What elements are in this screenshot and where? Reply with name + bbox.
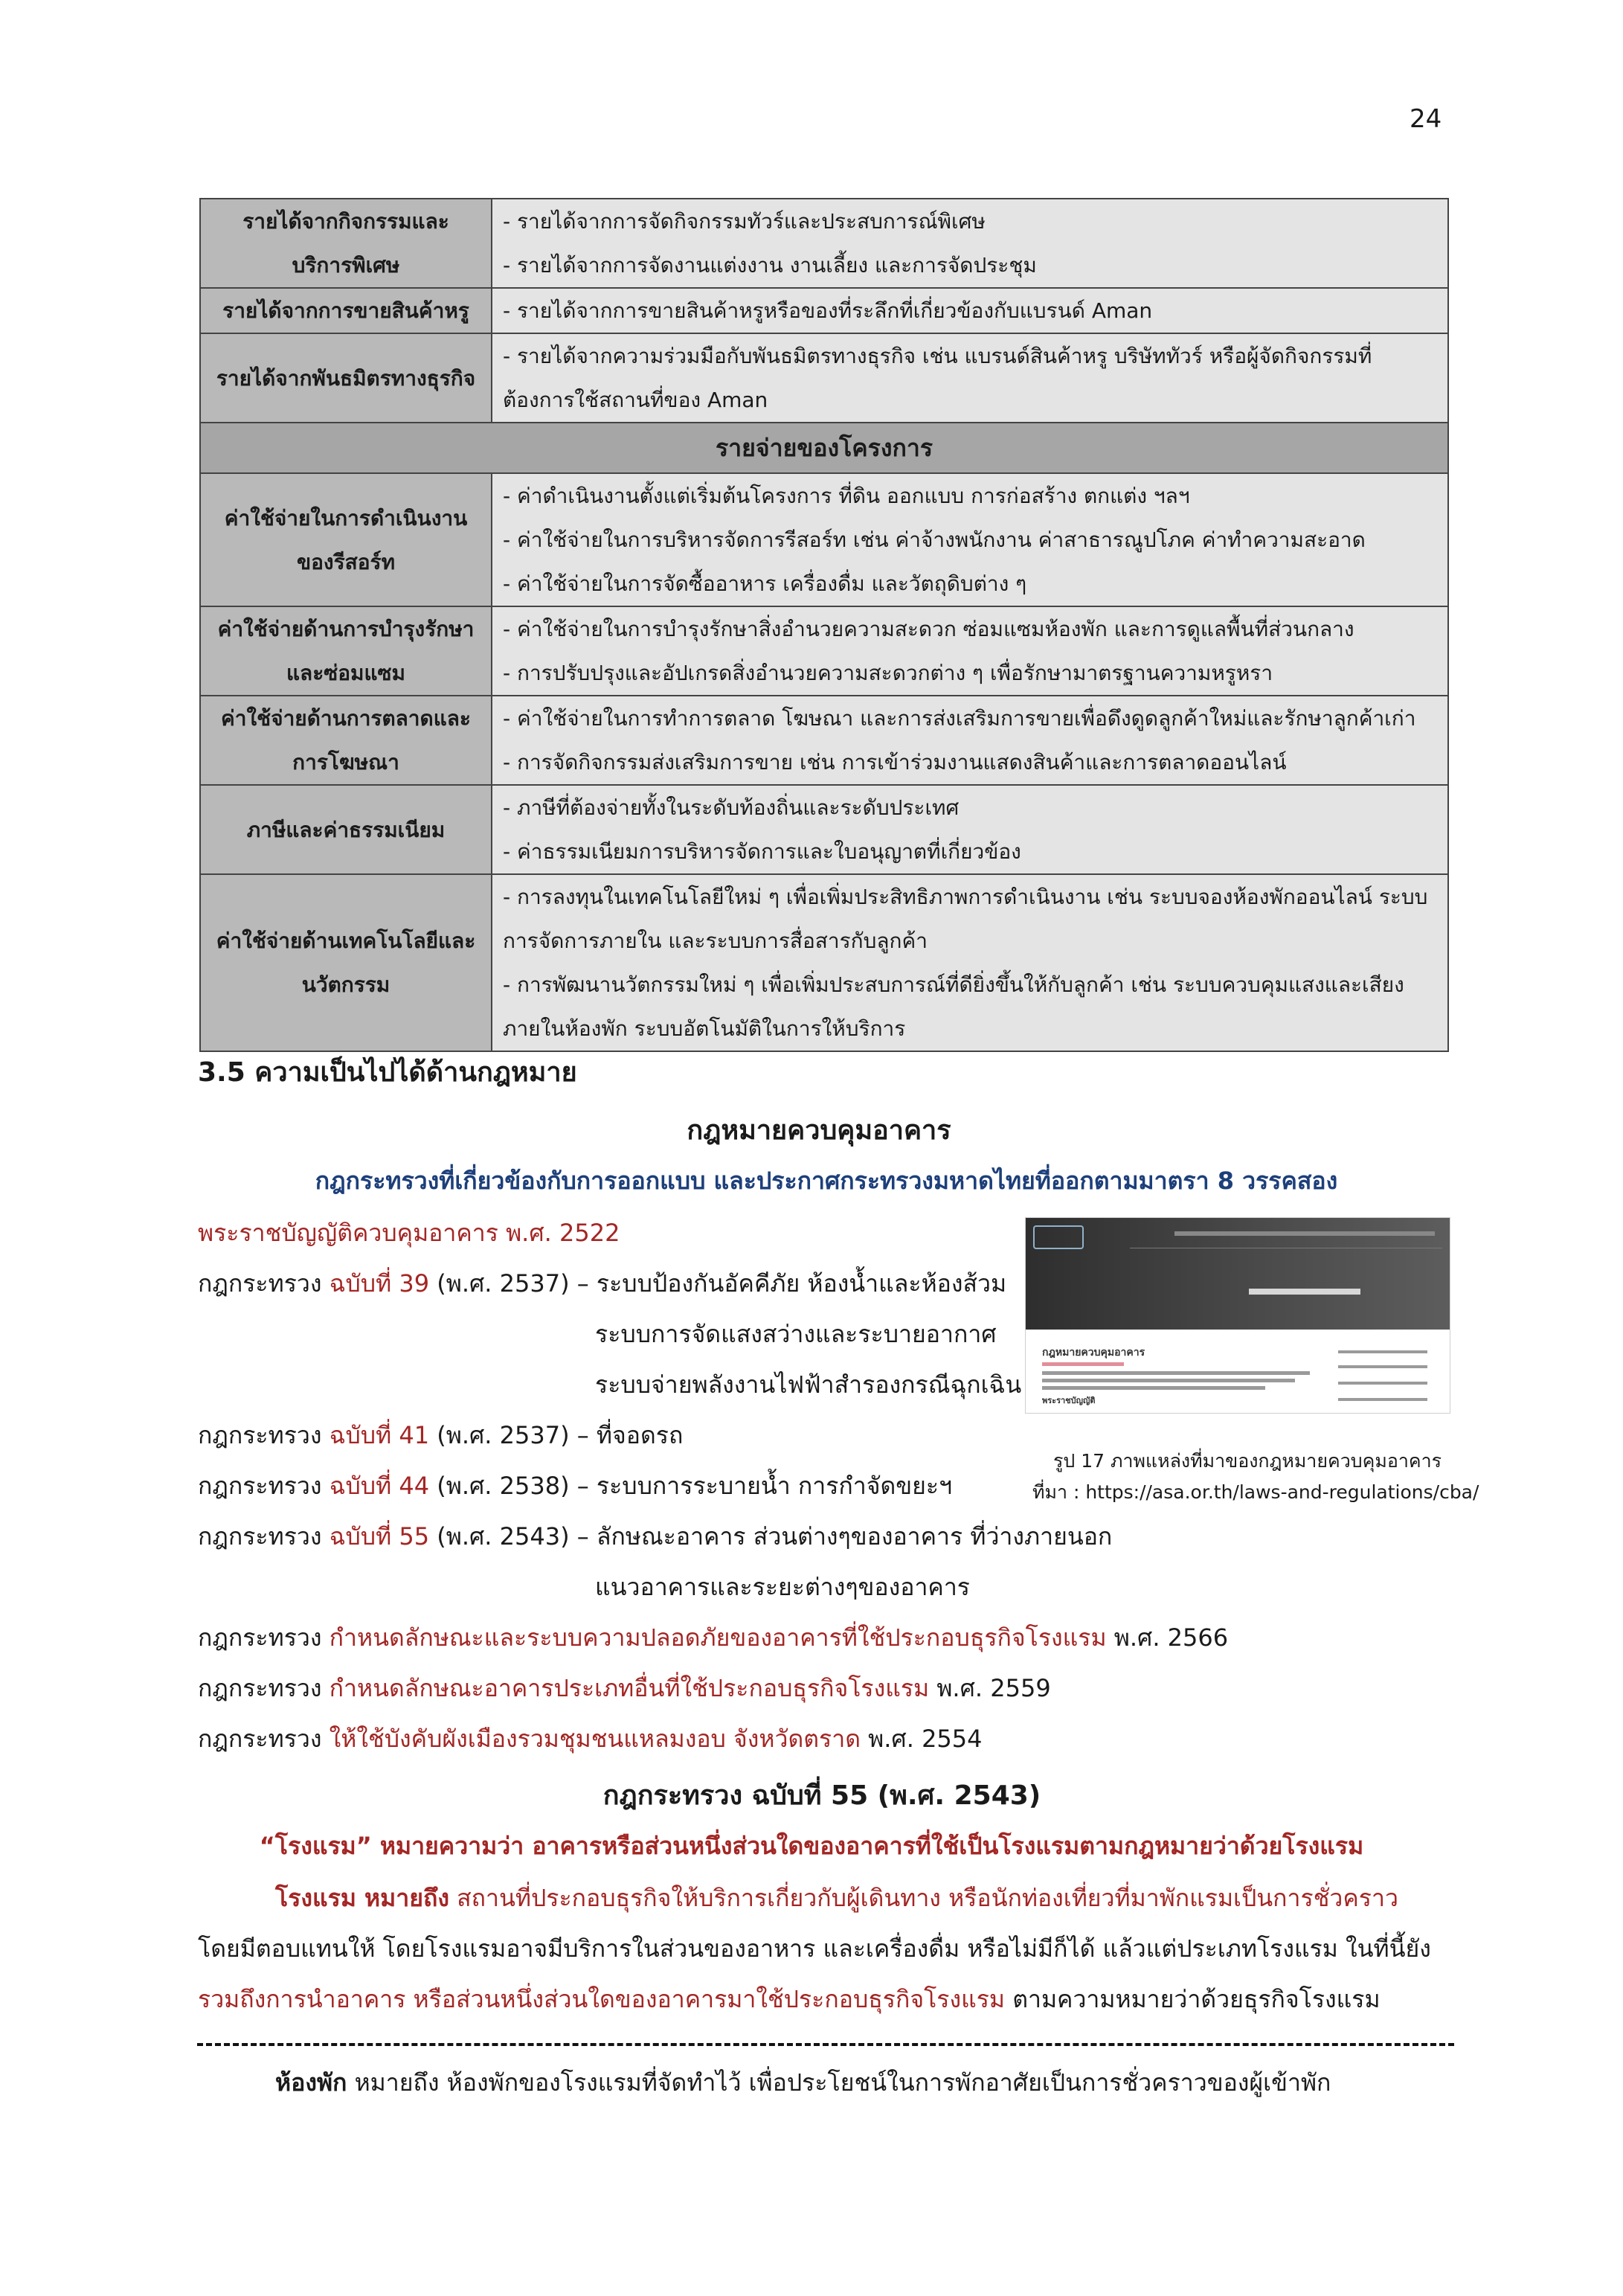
table-category-cell: ค่าใช้จ่ายด้านการตลาดและ การโฆษณา — [200, 696, 492, 785]
table-row — [200, 333, 1448, 423]
table-row — [200, 606, 1448, 696]
regulation-41: กฎกระทรวง ฉบับที่ 41 (พ.ศ. 2537) – ที่จอดรถ — [198, 1421, 684, 1449]
room-definition: ห้องพัก หมายถึง ห้องพักของโรงแรมที่จัดทำไว้ เพื่อประโยชน์ในการพักอาศัยเป็นการชั่วคราวของผู้เข้าพัก — [275, 2068, 1331, 2097]
regulation-39-cont-1: ระบบการจัดแสงสว่างและระบายอากาศ — [595, 1320, 997, 1348]
law-subtitle: กฎกระทรวงที่เกี่ยวข้องกับการออกแบบ และประกาศกระทรวงมหาดไทยที่ออกตามมาตรา 8 วรรคสอง — [315, 1167, 1338, 1195]
regulation-55: กฎกระทรวง ฉบับที่ 55 (พ.ศ. 2543) – ลักษณะอาคาร ส่วนต่างๆของอาคาร ที่ว่างภายนอก — [198, 1522, 1113, 1551]
regulation-hotel-other: กฎกระทรวง กำหนดลักษณะอาคารประเภทอื่นที่ใช้ประกอบธุรกิจโรงแรม พ.ศ. 2559 — [198, 1674, 1051, 1702]
section-heading: 3.5 ความเป็นไปได้ด้านกฎหมาย — [198, 1057, 577, 1088]
table-category-cell: ค่าใช้จ่ายด้านการบำรุงรักษา และซ่อมแซม — [200, 606, 492, 696]
table-row — [200, 696, 1448, 785]
regulation-hotel-safety: กฎกระทรวง กำหนดลักษณะและระบบความปลอดภัยของอาคารที่ใช้ประกอบธุรกิจโรงแรม พ.ศ. 2566 — [198, 1623, 1229, 1652]
regulation-55-cont: แนวอาคารและระยะต่างๆของอาคาร — [595, 1573, 970, 1601]
table-detail-cell: - ค่าใช้จ่ายในการบำรุงรักษาสิ่งอำนวยความสะดวก ซ่อมแซมห้องพัก และการดูแลพื้นที่ส่วนกลาง - การปรับปรุงและอัปเกรดสิ่งอำนวยความสะดวกต่าง ๆ เพื่อรักษามาตรฐานความหรูหรา — [492, 606, 1448, 696]
table-category-cell: ค่าใช้จ่ายด้านเทคโนโลยีและ นวัตกรรม — [200, 874, 492, 1051]
table-detail-cell: - รายได้จากการจัดกิจกรรมทัวร์และประสบการณ์พิเศษ - รายได้จากการจัดงานแต่งงาน งานเลี้ยง และการจัดประชุม — [492, 199, 1448, 288]
regulation-44: กฎกระทรวง ฉบับที่ 44 (พ.ศ. 2538) – ระบบการระบายน้ำ การกำจัดขยะฯ — [198, 1472, 953, 1500]
table-row — [200, 199, 1448, 288]
hotel-paragraph-line-2: โดยมีตอบแทนให้ โดยโรงแรมอาจมีบริการในส่วนของอาหาร และเครื่องดื่ม หรือไม่มีก็ได้ แล้วแต่ประเภทโรงแรม ในที่นี้ยัง — [198, 1934, 1431, 1963]
table-category-cell: รายได้จากการขายสินค้าหรู — [200, 288, 492, 333]
hotel-paragraph-line-3: รวมถึงการนำอาคาร หรือส่วนหนึ่งส่วนใดของอาคารมาใช้ประกอบธุรกิจโรงแรม ตามความหมายว่าด้วยธุรกิจโรงแรม — [198, 1985, 1381, 2013]
table-detail-cell: - ค่าใช้จ่ายในการทำการตลาด โฆษณา และการส่งเสริมการขายเพื่อดึงดูดลูกค้าใหม่และรักษาลูกค้าเก่า - การจัดกิจกรรมส่งเสริมการขาย เช่น การเข้าร่วมงานแสดงสินค้าและการตลาดออนไลน์ — [492, 696, 1448, 785]
table-detail-cell: - ค่าดำเนินงานตั้งแต่เริ่มต้นโครงการ ที่ดิน ออกแบบ การก่อสร้าง ตกแต่ง ฯลฯ - ค่าใช้จ่ายในการบริหารจัดการรีสอร์ท เช่น ค่าจ้างพนักงาน ค่าสาธารณูปโภค ค่าทำความสะอาด - ค่าใช้จ่ายในการจัดซื้ออาหาร เครื่องดื่ม และวัตถุดิบต่าง ๆ — [492, 473, 1448, 606]
revenue-expense-table — [199, 198, 1449, 1052]
act-title: พระราชบัญญัติควบคุมอาคาร พ.ศ. 2522 — [198, 1219, 620, 1247]
website-nav-bar — [1174, 1231, 1435, 1236]
table-category-cell: รายได้จากพันธมิตรทางธุรกิจ — [200, 333, 492, 423]
table-row — [200, 473, 1448, 606]
dashed-divider — [197, 2043, 1454, 2046]
table-detail-cell: - ภาษีที่ต้องจ่ายทั้งในระดับท้องถิ่นและระดับประเทศ - ค่าธรรมเนียมการบริหารจัดการและใบอนุญาตที่เกี่ยวข้อง — [492, 785, 1448, 874]
regulation-39: กฎกระทรวง ฉบับที่ 39 (พ.ศ. 2537) – ระบบป้องกันอัคคีภัย ห้องน้ำและห้องส้วม — [198, 1269, 1007, 1298]
table-category-cell: ค่าใช้จ่ายในการดำเนินงาน ของรีสอร์ท — [200, 473, 492, 606]
hotel-definition: “โรงแรม” หมายความว่า อาคารหรือส่วนหนึ่งส่วนใดของอาคารที่ใช้เป็นโรงแรมตามกฎหมายว่าด้วยโรงแรม — [259, 1832, 1364, 1860]
website-logo-icon — [1033, 1225, 1084, 1249]
table-category-cell: ภาษีและค่าธรรมเนียม — [200, 785, 492, 874]
regulation-55-title: กฎกระทรวง ฉบับที่ 55 (พ.ศ. 2543) — [602, 1780, 1041, 1811]
law-website-screenshot — [1025, 1217, 1450, 1414]
table-category-cell: รายได้จากกิจกรรมและ บริการพิเศษ — [200, 199, 492, 288]
website-label: พระราชบัญญัติ — [1042, 1396, 1096, 1405]
table-detail-cell: - รายได้จากความร่วมมือกับพันธมิตรทางธุรกิจ เช่น แบรนด์สินค้าหรู บริษัททัวร์ หรือผู้จัดกิจกรรมที่ ต้องการใช้สถานที่ของ Aman — [492, 333, 1448, 423]
regulation-city-plan: กฎกระทรวง ให้ใช้บังคับผังเมืองรวมชุมชนแหลมงอบ จังหวัดตราด พ.ศ. 2554 — [198, 1725, 983, 1753]
table-detail-cell: - การลงทุนในเทคโนโลยีใหม่ ๆ เพื่อเพิ่มประสิทธิภาพการดำเนินงาน เช่น ระบบจองห้องพักออนไลน์ ระบบ การจัดการภายใน และระบบการสื่อสารกับลูกค้า - การพัฒนานวัตกรรมใหม่ ๆ เพื่อเพิ่มประสบการณ์ที่ดียิ่งขึ้นให้กับลูกค้า เช่น ระบบควบคุมแสงและเสียง ภายในห้องพัก ระบบอัตโนมัติในการให้บริการ — [492, 874, 1448, 1051]
figure-source: ที่มา : https://asa.or.th/laws-and-regulations/cba/ — [1032, 1481, 1479, 1503]
law-title: กฎหมายควบคุมอาคาร — [687, 1115, 951, 1146]
table-detail-cell: - รายได้จากการขายสินค้าหรูหรือของที่ระลึกที่เกี่ยวข้องกับแบรนด์ Aman — [492, 288, 1448, 333]
figure-caption: รูป 17 ภาพแหล่งที่มาของกฎหมายควบคุมอาคาร — [1053, 1450, 1442, 1472]
table-section-header: รายจ่ายของโครงการ — [200, 423, 1448, 473]
table-row — [200, 874, 1448, 1051]
hotel-paragraph-line-1: โรงแรม หมายถึง สถานที่ประกอบธุรกิจให้บริการเกี่ยวกับผู้เดินทาง หรือนักท่องเที่ยวที่มาพักแรมเป็นการชั่วคราว — [275, 1884, 1398, 1912]
website-heading: กฎหมายควบคุมอาคาร — [1042, 1347, 1145, 1359]
regulation-39-cont-2: ระบบจ่ายพลังงานไฟฟ้าสำรองกรณีฉุกเฉิน — [595, 1370, 1022, 1399]
table-row — [200, 288, 1448, 333]
page-number: 24 — [1410, 104, 1442, 134]
table-row — [200, 785, 1448, 874]
